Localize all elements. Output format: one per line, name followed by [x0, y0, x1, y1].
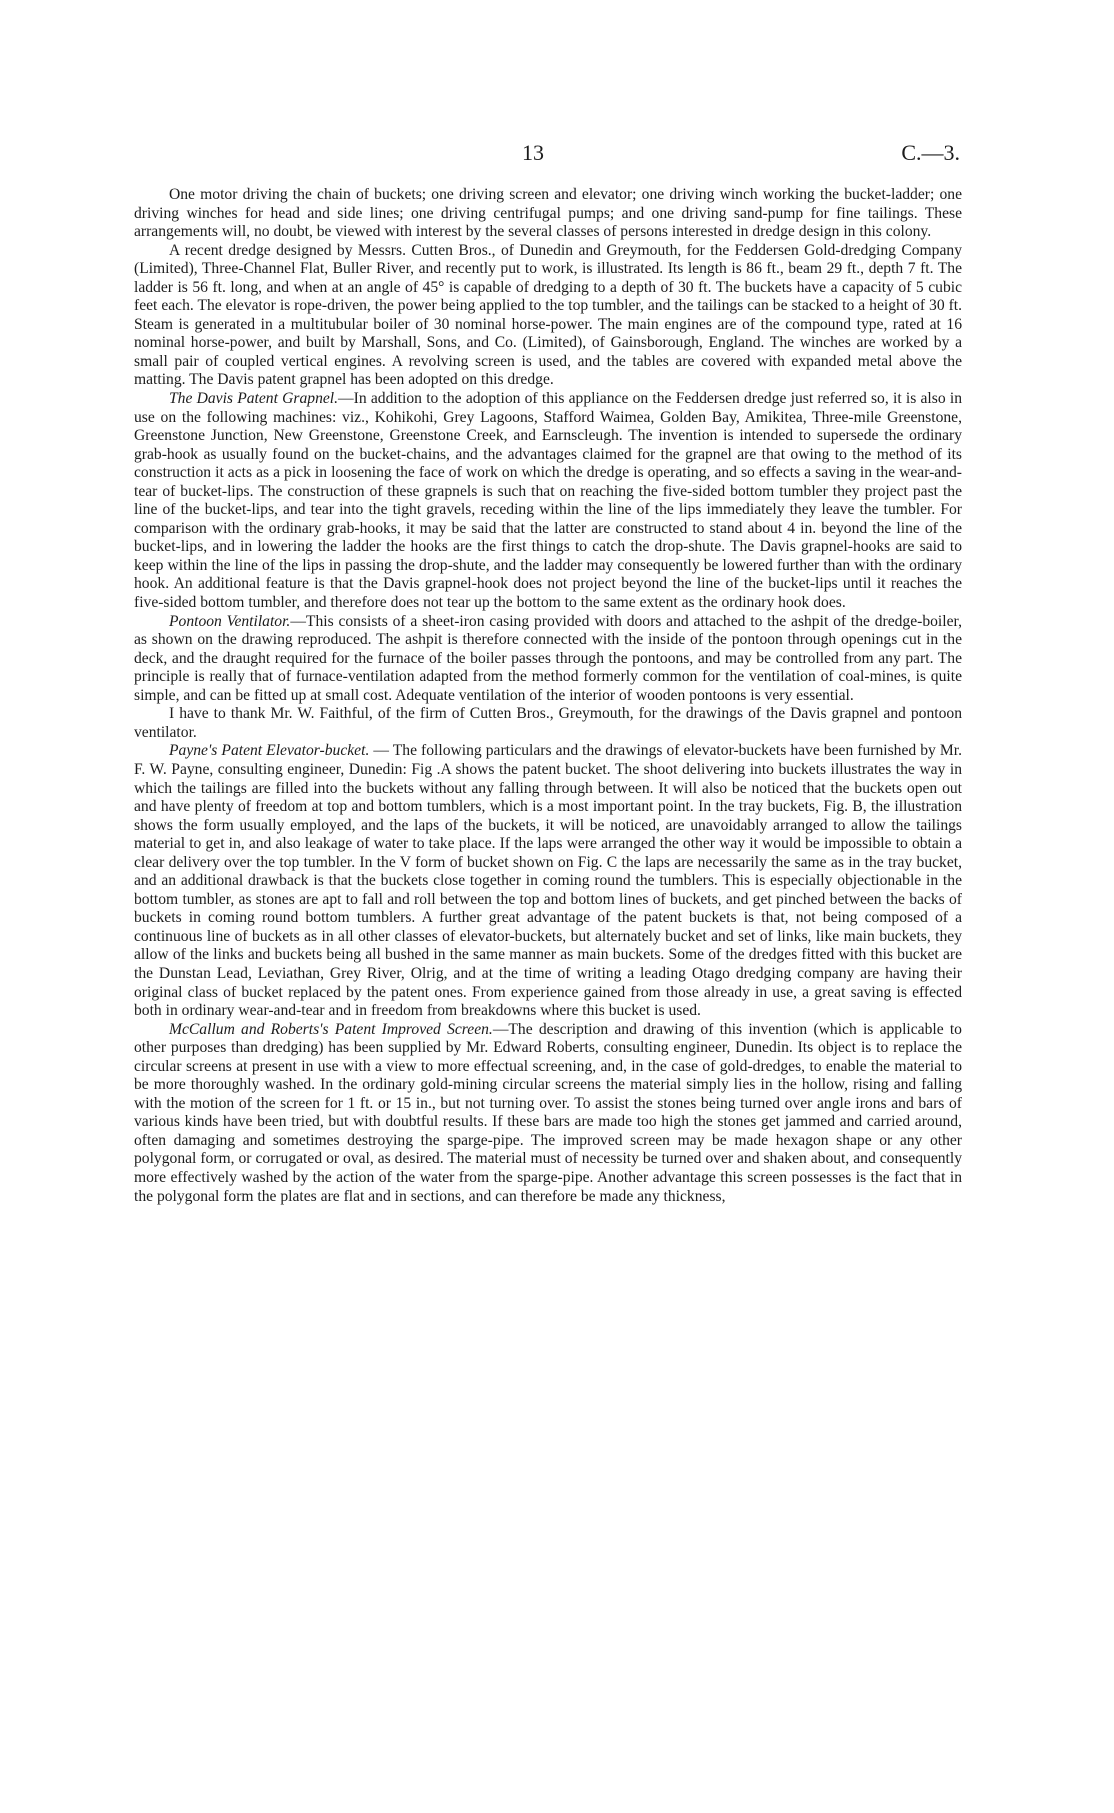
paragraph-text: I have to thank Mr. W. Faithful, of the firm of Cutten Bros., Greymouth, for the drawings of the Davis grapnel and pontoon ventilator. [134, 705, 962, 741]
paragraph [134, 390, 962, 613]
page-number: 13 [522, 140, 544, 165]
section-heading: Payne's Patent Elevator-bucket. [169, 742, 370, 760]
section-heading: McCallum and Roberts's Patent Improved Screen. [169, 1020, 493, 1038]
paragraph-text: One motor driving the chain of buckets; one driving screen and elevator; one driving winch working the bucket-ladder; one driving winches for head and side lines; one driving centrifugal pumps; and one driving sand-pump for fine tailings. These arrangements will, no doubt, be viewed with interest by the several classes of persons interested in dredge design in this colony. [134, 186, 962, 241]
paragraph [134, 742, 962, 1020]
section-heading: The Davis Patent Grapnel. [169, 390, 339, 408]
section-heading: Pontoon Ventilator. [169, 612, 291, 630]
paragraph [134, 705, 962, 742]
paragraph [134, 186, 962, 242]
paragraph [134, 242, 962, 390]
paragraph [134, 613, 962, 706]
page-header [160, 140, 960, 170]
body-text [134, 186, 962, 1206]
paragraph [134, 1021, 962, 1206]
paragraph-text: —The description and drawing of this invention (which is applicable to other purposes than dredging) has been supplied by Mr. Edward Roberts, consulting engineer, Dunedin. Its object is to replace the circular screens at present in use with a view to more effectual screening, and, in the case of gold-dredges, to enable the material to be more thoroughly washed. In the ordinary gold-mining circular screens the material simply lies in the hollow, rising and falling with the motion of the screen for 1 ft. or 15 in., but not turning over. To assist the stones being turned over angle irons and bars of various kinds have been tried, but with doubtful results. If these bars are made too high the stones get jammed and carried around, often damaging and sometimes destroying the sparge-pipe. The improved screen may be made hexagon shape or any other polygonal form, or corrugated or oval, as desired. The material must of necessity be turned over and shaken about, and consequently more effectively washed by the action of the water from the sparge-pipe. Another advantage this screen possesses is the fact that in the polygonal form the plates are flat and in sections, and can therefore be made any thickness, [134, 1020, 962, 1205]
paragraph-text: —In addition to the adoption of this appliance on the Feddersen dredge just referred so, it is also in use on the following machines: viz., Kohikohi, Grey Lagoons, Stafford Waimea, Golden Bay, Amikitea, Three-mile Greenstone, Greenstone Junction, New Greenstone, Greenstone Creek, and Earnscleugh. The invention is intended to supersede the ordinary grab-hook as usually found on the bucket-chains, and the advantages claimed for the grapnel are that owing to the method of its construction it acts as a pick in loosening the face of work on which the dredge is operating, and so effects a saving in the wear-and-tear of bucket-lips. The construction of these grapnels is such that on reaching the five-sided bottom tumbler they project past the line of the bucket-lips, and tear into the tight gravels, receding within the line of the lips immediately they leave the tumbler. For comparison with the ordinary grab-hooks, it may be said that the latter are constructed to stand about 4 in. beyond the line of the bucket-lips, and in lowering the ladder the hooks are the first things to catch the drop-shute. The Davis grapnel-hooks are said to keep within the line of the lips in passing the drop-shute, and the ladder may consequently be lowered further than with the ordinary hook. An additional feature is that the Davis grapnel-hook does not project beyond the line of the bucket-lips until it reaches the five-sided bottom tumbler, and therefore does not tear up the bottom to the same extent as the ordinary hook does. [134, 390, 962, 612]
series-code: C.—3. [901, 140, 960, 165]
paragraph-text: — The following particulars and the drawings of elevator-buckets have been furnished by Mr. F. W. Payne, consulting engineer, Dunedin: Fig .A shows the patent bucket. The shoot delivering into buckets illustrates the way in which the tailings are filled into the buckets without any falling through between. It will also be noticed that the buckets open out and have plenty of freedom at top and bottom tumblers, which is a most important point. In the tray buckets, Fig. B, the illustration shows the form usually employed, and the laps of the buckets, it will be noticed, are unavoidably arranged to allow the tailings material to get in, and also leakage of water to take place. If the laps were arranged the other way it would be impossible to obtain a clear delivery over the top tumbler. In the V form of bucket shown on Fig. C the laps are necessarily the same as in the tray bucket, and an additional drawback is that the buckets close together in coming round the tumblers. This is especially objectionable in the bottom tumbler, as stones are apt to fall and roll between the top and bottom lines of buckets, and get pinched between the backs of buckets in coming round bottom tumblers. A further great advantage of the patent buckets is that, not being composed of a continuous line of buckets as in all other classes of elevator-buckets, but alternately bucket and set of links, like main buckets, they allow of the links and buckets being all bushed in the same manner as main buckets. Some of the dredges fitted with this bucket are the Dunstan Lead, Leviathan, Grey River, Olrig, and at the time of writing a leading Otago dredging company are having their original class of bucket replaced by the patent ones. From experience gained from those already in use, a great saving is effected both in ordinary wear-and-tear and in freedom from breakdowns where this bucket is used. [134, 742, 962, 1020]
paragraph-text: —This consists of a sheet-iron casing provided with doors and attached to the ashpit of the dredge-boiler, as shown on the drawing reproduced. The ashpit is therefore connected with the inside of the pontoon through openings cut in the deck, and the draught required for the furnace of the boiler passes through the pontoons, and may be controlled from any part. The principle is really that of furnace-ventilation adapted from the method formerly common for the ventilation of coal-mines, is quite simple, and can be fitted up at small cost. Adequate ventilation of the interior of wooden pontoons is very essential. [134, 612, 962, 704]
paragraph-text: A recent dredge designed by Messrs. Cutten Bros., of Dunedin and Greymouth, for the Feddersen Gold-dredging Company (Limited), Three-Channel Flat, Buller River, and recently put to work, is illustrated. Its length is 86 ft., beam 29 ft., depth 7 ft. The ladder is 56 ft. long, and when at an angle of 45° is capable of dredging to a depth of 30 ft. The buckets have a capacity of 5 cubic feet each. The elevator is rope-driven, the power being applied to the top tumbler, and the tailings can be stacked to a height of 30 ft. Steam is generated in a multitubular boiler of 30 nominal horse-power. The main engines are of the compound type, rated at 16 nominal horse-power, and built by Marshall, Sons, and Co. (Limited), of Gainsborough, England. The winches are worked by a small pair of coupled vertical engines. A revolving screen is used, and the tables are covered with expanded metal above the matting. The Davis patent grapnel has been adopted on this dredge. [134, 241, 962, 389]
